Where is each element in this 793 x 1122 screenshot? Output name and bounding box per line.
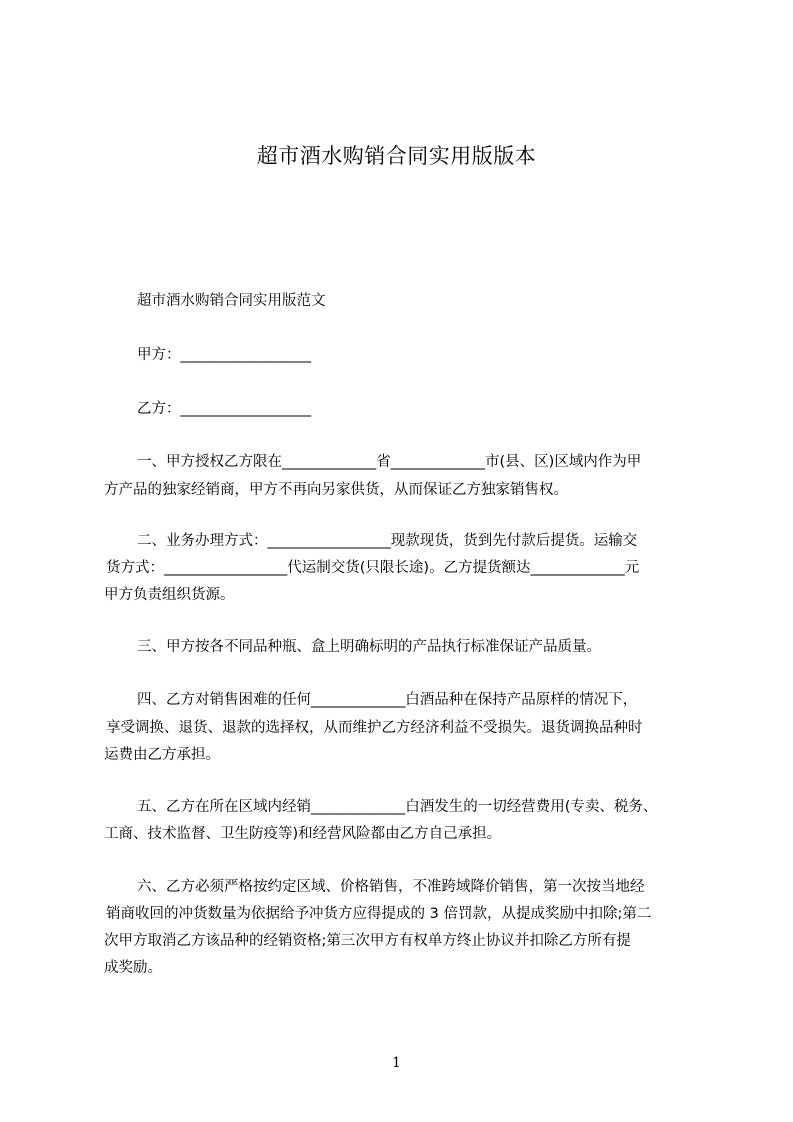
party-b-line: 乙方：__________________ (137, 401, 311, 417)
clause-1-line-1: 一、甲方授权乙方限在_____________省_____________市(县、区)区域内作为甲 (137, 454, 642, 470)
clause-6-line-3: 次甲方取消乙方该品种的经销资格;第三次甲方有权单方终止协议并扣除乙方所有提 (104, 933, 631, 949)
clause-3-line-1: 三、甲方按各不同品种瓶、盒上明确标明的产品执行标准保证产品质量。 (137, 639, 601, 655)
clause-2-line-2: 货方式：_________________代运制交货(只限长途)。乙方提货额达_____________元 (106, 560, 640, 576)
clause-2-line-1: 二、业务办理方式：_________________现款现货，货到先付款后提货。运输交 (137, 533, 638, 549)
party-a-line: 甲方：__________________ (137, 347, 311, 363)
clause-6-line-2: 销商收回的冲货数量为依据给予冲货方应得提成的 3 倍罚款，从提成奖励中扣除;第二 (106, 906, 652, 922)
clause-6-line-1: 六、乙方必须严格按约定区域、价格销售，不准跨域降价销售，第一次按当地经 (137, 879, 645, 895)
document-subtitle: 超市酒水购销合同实用版范文 (137, 293, 326, 309)
clause-6-line-4: 成奖励。 (104, 960, 162, 976)
clause-5-line-2: 工商、技术监督、卫生防疫等)和经营风险都由乙方自己承担。 (104, 826, 502, 842)
clause-4-line-3: 运费由乙方承担。 (104, 747, 220, 763)
clause-5-line-1: 五、乙方在所在区域内经销_____________白酒发生的一切经营费用(专卖、税务、 (137, 799, 658, 815)
document-title: 超市酒水购销合同实用版版本 (256, 144, 537, 168)
clause-4-line-1: 四、乙方对销售困难的任何_____________白酒品种在保持产品原样的情况下， (137, 692, 638, 708)
page-number: 1 (392, 1055, 401, 1071)
clause-4-line-2: 享受调换、退货、退款的选择权，从而维护乙方经济利益不受损失。退货调换品种时 (106, 720, 643, 736)
clause-2-line-3: 甲方负责组织货源。 (104, 587, 235, 603)
clause-1-line-2: 方产品的独家经销商，甲方不再向另家供货，从而保证乙方独家销售权。 (104, 482, 568, 498)
